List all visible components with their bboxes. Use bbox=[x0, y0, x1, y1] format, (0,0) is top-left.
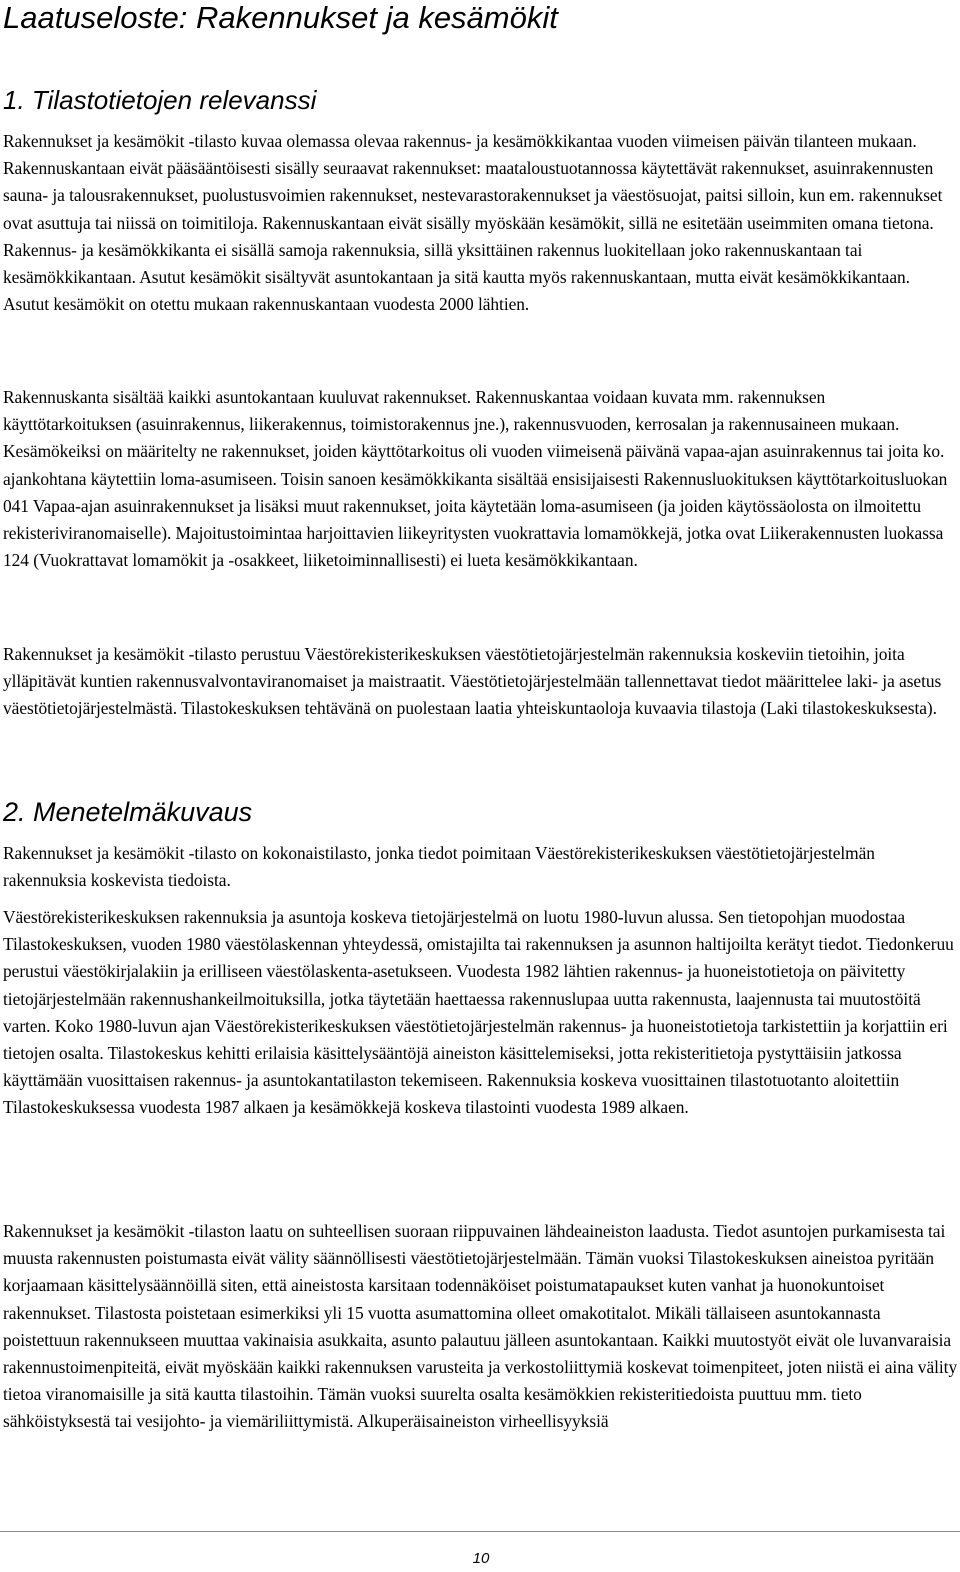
section-heading-method: 2. Menetelmäkuvaus bbox=[3, 797, 253, 827]
page-number: 10 bbox=[472, 1550, 490, 1567]
paragraph: Rakennukset ja kesämökit -tilasto perustuu Väestörekisterikeskuksen väestötietojärjestelmän rakennuksia koskeviin tietoihin, joita ylläpitävät kuntien rakennusvalvontaviranomaiset ja maistraatit. Väestötietojärjestelmään tallennettavat tiedot määrittelee laki- ja asetus väestötietojärjestelmästä. Tilastokeskuksen tehtävänä on puolestaan laatia yhteiskuntaoloja kuvaavia tilastoja (Laki tilastokeskuksesta). bbox=[3, 644, 942, 719]
paragraph: Rakennukset ja kesämökit -tilasto kuvaa olemassa olevaa rakennus- ja kesämökkikantaa vuoden viimeisen päivän tilanteen mukaan. Rakennuskantaan eivät pääsääntöisesti sisälly seuraavat rakennukset: maataloustuotannossa käytettävät rakennukset, asuinrakennusten sauna- ja talousrakennukset, puolustusvoimien rakennukset, nestevarastorakennukset ja väestösuojat, paitsi silloin, kun em. rakennukset ovat asuttuja tai niissä on toimitiloja. Rakennuskantaan eivät sisälly myöskään kesämökit, sillä ne esitetään useimmiten omana tietona. Rakennus- ja kesämökkikanta ei sisällä samoja rakennuksia, sillä yksittäinen rakennus luokitellaan joko rakennuskantaan tai kesämökkikantaan. Asutut kesämökit sisältyvät asuntokantaan ja sitä kautta myös rakennuskantaan, mutta eivät kesämökkikantaan. Asutut kesämökit on otettu mukaan rakennuskantaan vuodesta 2000 lähtien. bbox=[3, 131, 943, 315]
paragraph: Rakennukset ja kesämökit -tilaston laatu on suhteellisen suoraan riippuvainen lähdeaineiston laadusta. Tiedot asuntojen purkamisesta tai muusta rakennusten poistumasta eivät välity säännöllisesti väestötietojärjestelmään. Tämän vuoksi Tilastokeskuksen aineistoa pyritään korjaamaan käsittelysäännöillä siten, että aineistosta karsitaan todennäköiset poistumatapaukset kuten vanhat ja huonokuntoiset rakennukset. Tilastosta poistetaan esimerkiksi yli 15 vuotta asumattomina olleet omakotitalot. Mikäli tällaiseen asuntokannasta poistettuun rakennukseen muuttaa vakinaisia asukkaita, asunto palautuu jälleen asuntokantaan. Kaikki muutostyöt eivät ole luvanvaraisia rakennustoimenpiteitä, eivät myöskään kaikki rakennuksen varusteita ja verkostoliittymiä koskevat toimenpiteet, joten niistä ei aina välity tietoa viranomaisille ja sitä kautta tilastoihin. Tämän vuoksi suurelta osalta kesämökkien rekisteritiedoista puuttuu mm. tieto sähköistyksestä tai vesijohto- ja viemäriliittymistä. Alkuperäisaineiston virheellisyyksiä bbox=[3, 1221, 958, 1432]
paragraph: Rakennuskanta sisältää kaikki asuntokantaan kuuluvat rakennukset. Rakennuskantaa voidaan kuvata mm. rakennuksen käyttötarkoituksen (asuinrakennus, liikerakennus, toimistorakennus jne.), rakennusvuoden, kerrosalan ja rakennusaineen mukaan. Kesämökeiksi on määritelty ne rakennukset, joiden käyttötarkoitus oli vuoden viimeisenä päivänä vapaa-ajan asuinrakennus tai joita ko. ajankohtana käytettiin loma-asumiseen. Toisin sanoen kesämökkikanta sisältää ensisijaisesti Rakennusluokituksen käyttötarkoitusluokan 041 Vapaa-ajan asuinrakennukset ja lisäksi muut rakennukset, joita käytetään loma-asumiseen (ja joiden käytössäolosta on ilmoitettu rekisteriviranomaiselle). Majoitustoimintaa harjoittavien liikeyritysten vuokrattavia lomamökkejä, jotka ovat Liikerakennusten luokassa 124 (Vuokrattavat lomamökit ja -osakkeet, liiketoiminnallisesti) ei lueta kesämökkikantaan. bbox=[3, 387, 948, 571]
paragraph: Rakennukset ja kesämökit -tilasto on kokonaistilasto, jonka tiedot poimitaan Väestörekisterikeskuksen väestötietojärjestelmän rakennuksia koskevista tiedoista. bbox=[3, 843, 875, 891]
paragraph: Väestörekisterikeskuksen rakennuksia ja asuntoja koskeva tietojärjestelmä on luotu 1980-luvun alussa. Sen tietopohjan muodostaa Tilastokeskuksen, vuoden 1980 väestölaskennan yhteydessä, omistajilta tai rakennuksen ja asunnon haltijoilta kerätyt tiedot. Tiedonkeruu perustui väestökirjalakiin ja erilliseen väestölaskenta-asetukseen. Vuodesta 1982 lähtien rakennus- ja huoneistotietoja on päivitetty tietojärjestelmään rakennushankeilmoituksilla, jotka täytetään haettaessa rakennuslupaa uutta rakennusta, laajennusta tai muutostöitä varten. Koko 1980-luvun ajan Väestörekisterikeskuksen väestötietojärjestelmän rakennus- ja huoneistotietoja tarkistettiin ja korjattiin eri tietojen osalta. Tilastokeskus kehitti erilaisia käsittelysääntöjä aineiston käsittelemiseksi, jotta rekisteritietoja pystyttäisiin jatkossa käyttämään vuosittaisen rakennus- ja asuntokantatilaston tekemiseen. Rakennuksia koskeva vuosittainen tilastotuotanto aloitettiin Tilastokeskuksessa vuodesta 1987 alkaen ja kesämökkejä koskeva tilastointi vuodesta 1989 alkaen. bbox=[3, 907, 954, 1118]
section-heading-relevance: 1. Tilastotietojen relevanssi bbox=[3, 85, 317, 115]
page-title: Laatuseloste: Rakennukset ja kesämökit bbox=[3, 0, 558, 35]
footer-divider bbox=[0, 1531, 960, 1532]
